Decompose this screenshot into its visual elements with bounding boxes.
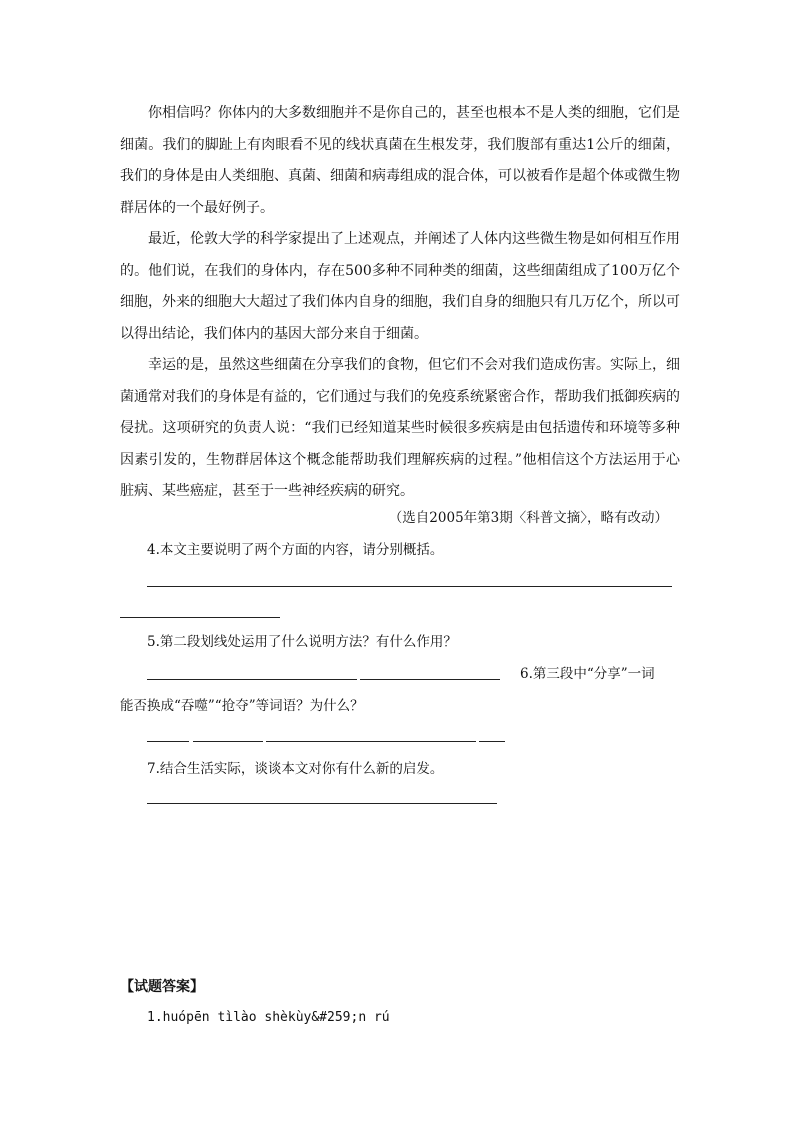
answer-line-q6-4[interactable] <box>479 741 505 742</box>
question-6-start: 6.第三段中“分享”一词 <box>520 666 655 682</box>
answer-line-q5-2[interactable] <box>360 679 500 680</box>
answer-line-q7[interactable] <box>147 803 497 804</box>
passage-paragraph-3: 幸运的是，虽然这些细菌在分享我们的食物，但它们不会对我们造成伤害。实际上，细菌通常对我们的身体是有益的，它们通过与我们的免疫系统紧密合作，帮助我们抵御疾病的侵扰。这项研究的负责人说：“我们已经知道某些时候很多疾病是由包括遗传和环境等多种因素引发的，生物群居体这个概念能帮助我们理解疾病的过程。”他相信这个方法运用于心脏病、某些癌症，甚至于一些神经疾病的研究。 <box>120 357 680 499</box>
answers-heading: 【试题答案】 <box>120 979 204 995</box>
answer-line-q6-1[interactable] <box>147 741 189 742</box>
answer-1: 1.huópēn tìlào shèkùy&#259;n rú <box>147 1010 390 1025</box>
answer-line-q6-2[interactable] <box>193 741 263 742</box>
answer-line-q4-1[interactable] <box>147 586 672 587</box>
answer-line-q6-3[interactable] <box>266 741 476 742</box>
question-7: 7.结合生活实际，谈谈本文对你有什么新的启发。 <box>147 761 444 777</box>
passage-source: （选自2005年第3期〈科普文摘〉，略有改动） <box>388 510 668 526</box>
question-6-end: 能否换成“吞噬”“抢夺”等词语？为什么？ <box>120 698 364 714</box>
question-5: 5.第二段划线处运用了什么说明方法？有什么作用？ <box>147 634 457 650</box>
answer-line-q4-2[interactable] <box>120 617 280 618</box>
answer-line-q5-1[interactable] <box>147 679 357 680</box>
question-4: 4.本文主要说明了两个方面的内容，请分别概括。 <box>147 542 444 558</box>
passage-paragraph-1: 你相信吗？你体内的大多数细胞并不是你自己的，甚至也根本不是人类的细胞，它们是细菌。我们的脚趾上有肉眼看不见的线状真菌在生根发芽，我们腹部有重达1公斤的细菌，我们的身体是由人类细胞、真菌、细菌和病毒组成的混合体，可以被看作是超个体或微生物群居体的一个最好例子。 <box>120 105 680 216</box>
passage-paragraph-2: 最近，伦敦大学的科学家提出了上述观点，并阐述了人体内这些微生物是如何相互作用的。他们说，在我们的身体内，存在500多种不同种类的细菌，这些细菌组成了100万亿个细胞，外来的细胞大大超过了我们体内自身的细胞，我们自身的细胞只有几万亿个，所以可以得出结论，我们体内的基因大部分来自于细菌。 <box>120 231 680 342</box>
